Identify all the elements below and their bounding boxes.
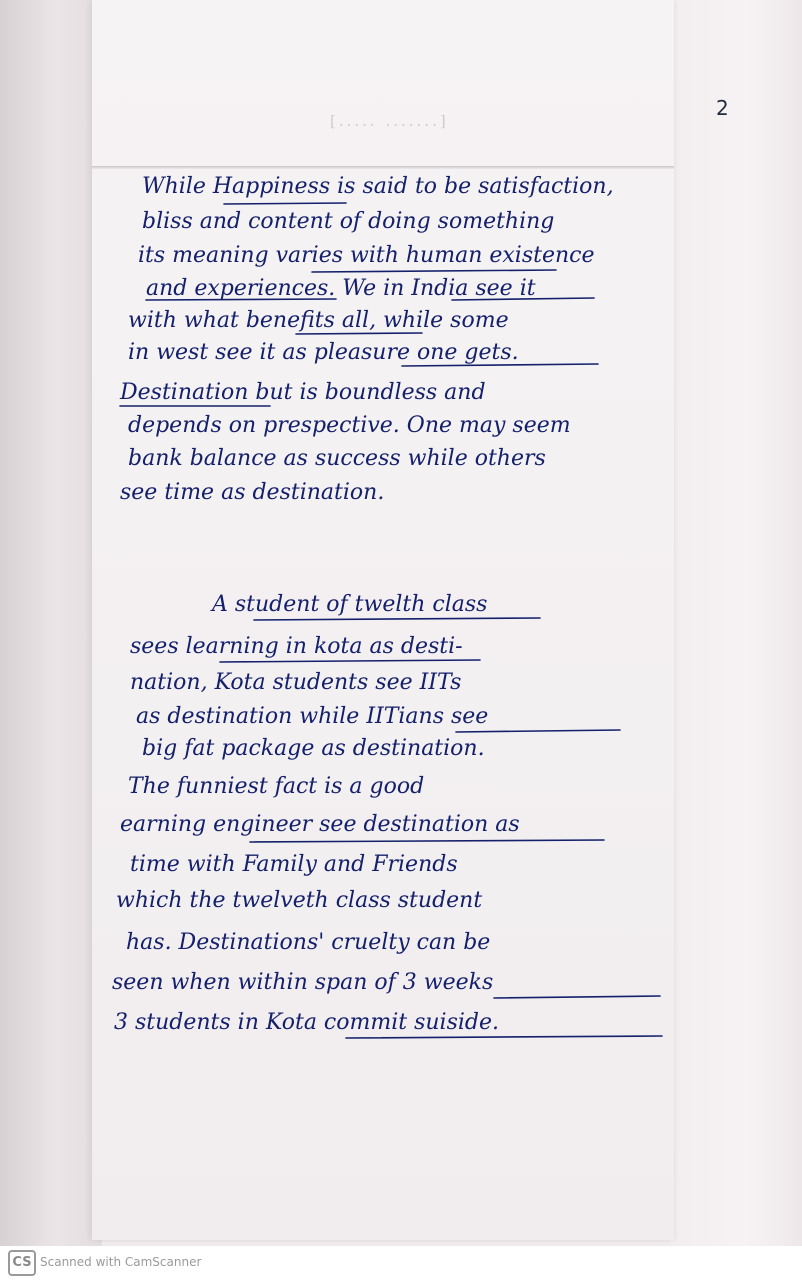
- text-line: seen when within span of 3 weeks: [112, 970, 494, 995]
- text-line: with what benefits all, while some: [128, 308, 509, 333]
- text-line: see time as destination.: [120, 480, 385, 505]
- text-line: nation, Kota students see IITs: [130, 670, 462, 695]
- bleed-through-text: [..... .......]: [330, 112, 449, 130]
- text-line: and experiences. We in India see it: [146, 276, 536, 301]
- text-line: earning engineer see destination as: [120, 812, 520, 837]
- text-line: time with Family and Friends: [130, 852, 458, 877]
- text-line: sees learning in kota as desti-: [130, 634, 463, 659]
- background-left-edge: [0, 0, 102, 1280]
- camscanner-watermark: Scanned with CamScanner: [40, 1255, 202, 1269]
- text-line: its meaning varies with human existence: [138, 243, 595, 268]
- paper-fold-crease: [92, 166, 674, 169]
- text-line: 3 students in Kota commit suiside.: [114, 1010, 499, 1035]
- text-line: Destination but is boundless and: [120, 380, 486, 405]
- text-line: The funniest fact is a good: [128, 774, 425, 799]
- text-line: A student of twelth class: [212, 592, 488, 617]
- text-line: bliss and content of doing something: [142, 209, 555, 234]
- text-line: big fat package as destination.: [142, 736, 485, 761]
- text-line: bank balance as success while others: [128, 446, 546, 471]
- background-right-edge: [670, 0, 802, 1250]
- text-line: While Happiness is said to be satisfaction,: [142, 174, 614, 199]
- text-line: in west see it as pleasure one gets.: [128, 340, 519, 365]
- text-line: which the twelveth class student: [116, 888, 483, 913]
- text-line: has. Destinations' cruelty can be: [126, 930, 491, 955]
- camscanner-logo: CS: [8, 1250, 36, 1276]
- page-number: 2: [716, 96, 729, 120]
- text-line: depends on prespective. One may seem: [128, 413, 571, 438]
- text-line: as destination while IITians see: [136, 704, 489, 729]
